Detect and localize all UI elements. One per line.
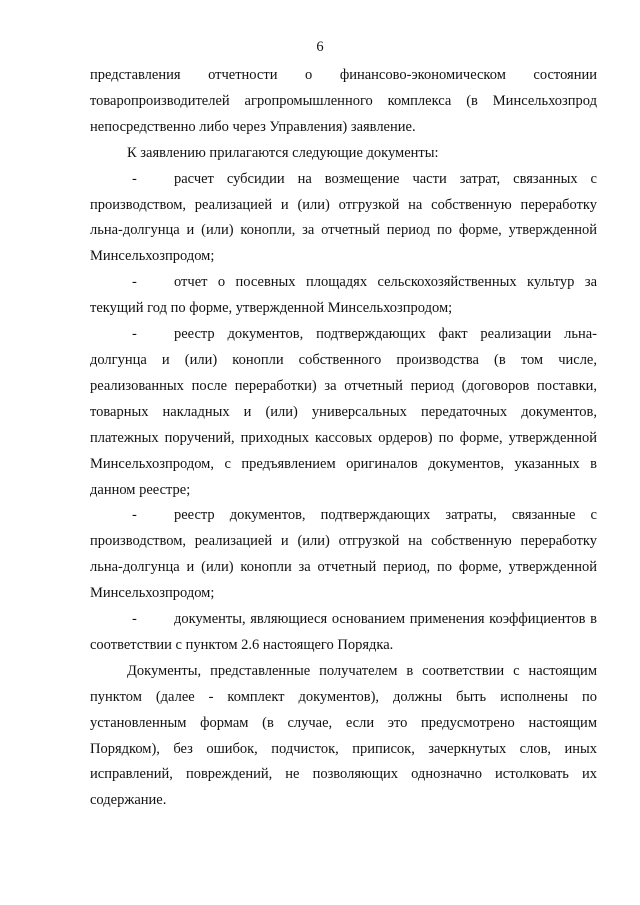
list-item-text: реестр документов, подтверждающих факт реализации льна-долгунца и (или) конопли собственного производства (в том числе, реализованных после переработки) за отчетный период (договоров поставки, товарных накладных и (или) универсальных передаточных документов, платежных поручений, приходных кассовых ордеров) по форме, утвержденной Минсельхозпродом, с предъявлением оригиналов документов, указанных в данном реестре; (90, 326, 597, 498)
list-dash: - (132, 611, 137, 628)
list-item (90, 503, 597, 607)
list-item-text: расчет субсидии на возмещение части затрат, связанных с производством, реализацией и (или) отгрузкой на собственную переработку льна-долгунца и (или) конопли, за отчетный период по форме, утвержденной Минсельхозпродом; (90, 170, 597, 265)
list-item-text: реестр документов, подтверждающих затраты, связанные с производством, реализацией и (или) отгрузкой на собственную переработку льна-долгунца и (или) конопли за отчетный период, по форме, утвержденной Минсельхозпродом; (90, 507, 597, 602)
list-dash: - (132, 507, 137, 524)
list-item-text: документы, являющиеся основанием применения коэффициентов в соответствии с пунктом 2.6 настоящего Порядка. (90, 611, 597, 653)
list-item (90, 167, 597, 271)
attachments-intro (90, 141, 597, 167)
continuation-paragraph (90, 63, 597, 141)
list-item-text: отчет о посевных площадях сельскохозяйственных культур за текущий год по форме, утвержденной Минсельхозпродом; (90, 274, 597, 317)
paragraph-text: представления отчетности о финансово-экономическом состоянии товаропроизводителей агропромышленного комплекса (в Минсельхозпрод непосредственно либо через Управления) заявление. (90, 67, 597, 135)
list-item (90, 607, 597, 659)
page-number: 6 (316, 39, 324, 55)
list-dash: - (132, 170, 137, 187)
document-body (90, 63, 597, 814)
list-dash: - (132, 326, 137, 343)
list-item (90, 322, 597, 503)
closing-paragraph (90, 659, 597, 814)
paragraph-text: К заявлению прилагаются следующие документы: (127, 144, 439, 161)
list-dash: - (132, 274, 137, 291)
paragraph-text: Документы, представленные получателем в соответствии с настоящим пунктом (далее - комплект документов), должны быть исполнены по установленным формам (в случае, если это предусмотрено настоящим Порядком), без ошибок, подчисток, приписок, зачеркнутых слов, иных исправлений, повреждений, не позволяющих однозначно истолковать их содержание. (90, 662, 597, 809)
list-item (90, 270, 597, 322)
